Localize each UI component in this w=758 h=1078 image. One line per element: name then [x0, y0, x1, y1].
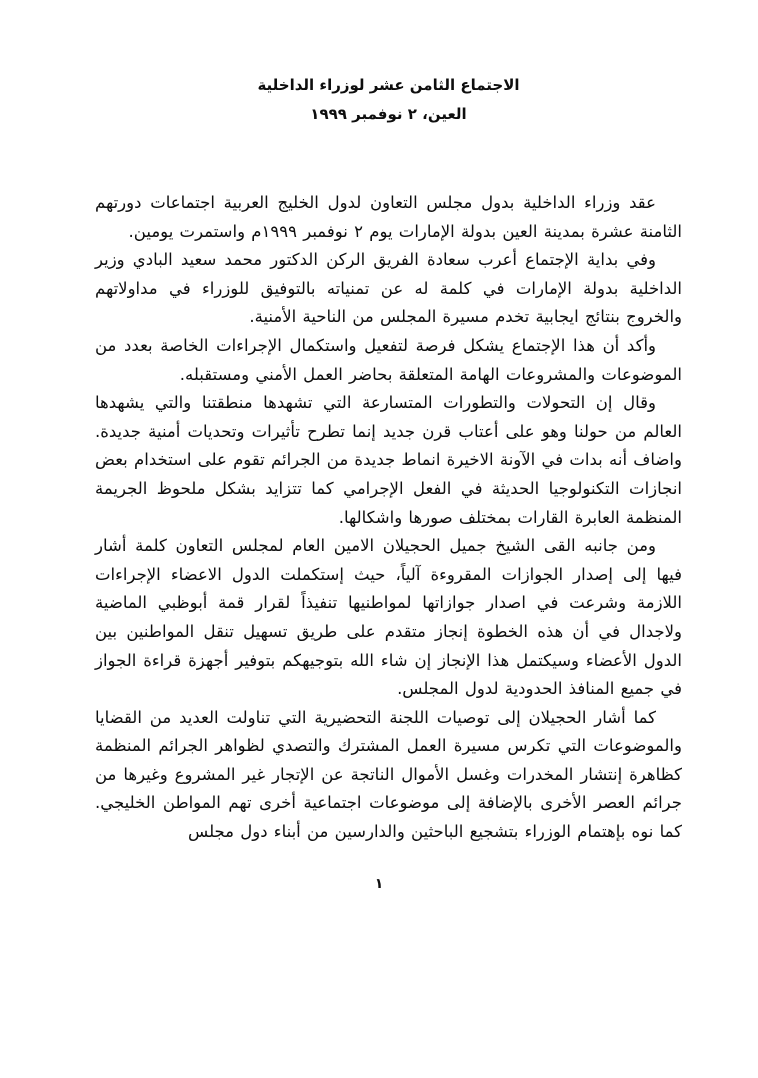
document-title: الاجتماع الثامن عشر لوزراء الداخلية: [257, 76, 520, 94]
paragraph: كما أشار الحجيلان إلى توصيات اللجنة التحضيرية التي تناولت العديد من القضايا والموضوعات التي تكرس مسيرة العمل المشترك والتصدي لظواهر الجرائم المنظمة كظاهرة إنتشار المخدرات وغسل الأموال الناتجة عن الإتجار غير المشروع وغيرها من جرائم العصر الأخرى بالإضافة إلى موضوعات اجتماعية أخرى تهم المواطن الخليجي. كما نوه بإهتمام الوزراء بتشجيع الباحثين والدارسين من أبناء دول مجلس: [95, 707, 682, 842]
document-body: [95, 189, 682, 847]
document-date-line: العين، ٢ نوفمبر ١٩٩٩: [310, 105, 467, 123]
paragraph: عقد وزراء الداخلية بدول مجلس التعاون لدول الخليج العربية اجتماعات دورتهم الثامنة عشرة بمدينة العين بدولة الإمارات يوم ٢ نوفمبر ١٩٩٩م واستمرت يومين.: [95, 193, 682, 241]
document-header: [95, 0, 682, 123]
paragraph: وفي بداية الإجتماع أعرب سعادة الفريق الركن الدكتور محمد سعيد البادي وزير الداخلية بدولة الإمارات في كلمة له عن تمنياته بالتوفيق للوزراء في مداولاتهم والخروج بنتائج ايجابية تخدم مسيرة المجلس من الناحية الأمنية.: [95, 250, 682, 327]
paragraph: ومن جانبه القى الشيخ جميل الحجيلان الامين العام لمجلس التعاون كلمة أشار فيها إلى إصدار الجوازات المقروءة آلياً، حيث إستكملت الدول الاعضاء الإجراءات اللازمة وشرعت في اصدار جوازاتها لمواطنيها تنفيذاً لقرار قمة أبوظبي الماضية ولاجدال في أن هذه الخطوة إنجاز متقدم على طريق تسهيل تنقل المواطنين بين الدول الأعضاء وسيكتمل هذا الإنجاز إن شاء الله بتوجيهكم بتوفير أجهزة قراءة الجواز في جميع المنافذ الحدودية لدول المجلس.: [95, 536, 682, 699]
paragraph: وقال إن التحولات والتطورات المتسارعة التي تشهدها منطقتنا والتي يشهدها العالم من حولنا وهو على أعتاب قرن جديد إنما تطرح تأثيرات وتحديات أمنية جديدة. واضاف أنه بدات في الآونة الاخيرة انماط جديدة من الجرائم تقوم على استخدام بعض انجازات التكنولوجيا الحديثة في الفعل الإجرامي كما تتزايد بشكل ملحوظ الجريمة المنظمة العابرة القارات بمختلف صورها واشكالها.: [95, 393, 682, 527]
paragraph: وأكد أن هذا الإجتماع يشكل فرصة لتفعيل واستكمال الإجراءات الخاصة بعدد من الموضوعات والمشروعات الهامة المتعلقة بحاضر العمل الأمني ومستقبله.: [95, 335, 682, 384]
page-number: ١: [374, 876, 384, 892]
